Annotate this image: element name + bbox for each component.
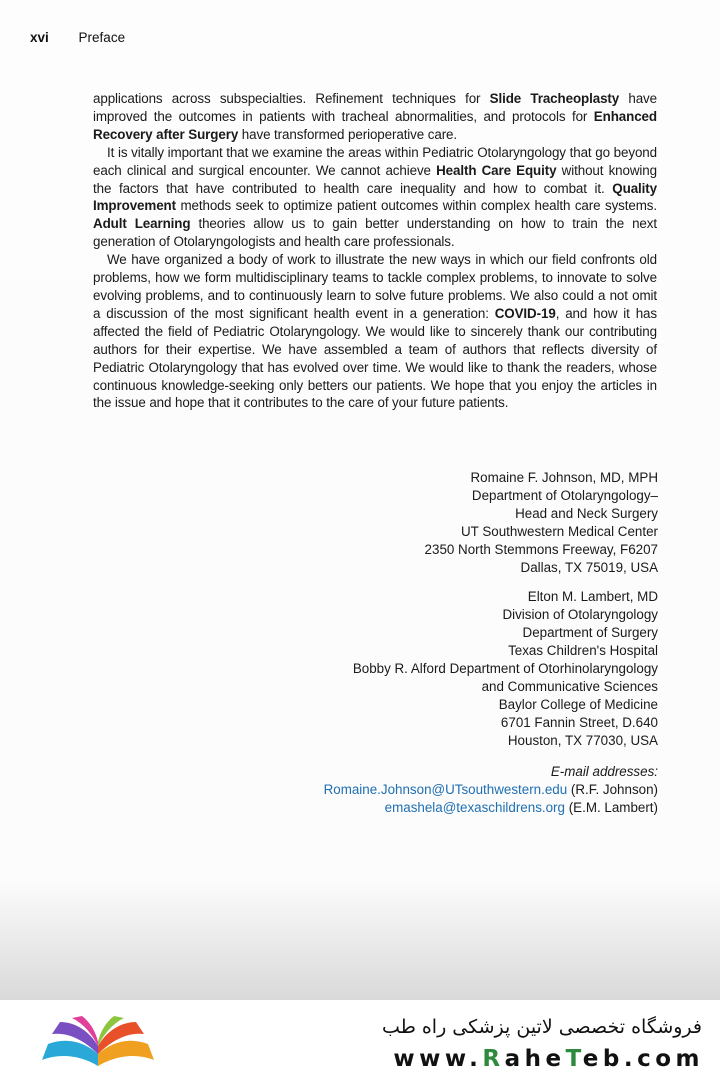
- text-run: methods seek to optimize patient outcomes within complex health care systems.: [175, 198, 657, 214]
- signature-line: Romaine F. Johnson, MD, MPH: [470, 470, 658, 485]
- bold-term: Enhanced Recovery after Surgery: [93, 108, 657, 142]
- text-run: have transformed perioperative care.: [238, 126, 458, 142]
- bold-term: Health Care Equity: [436, 162, 557, 178]
- body-paragraph: [93, 251, 657, 412]
- signature-line: Elton M. Lambert, MD: [527, 589, 658, 604]
- bold-term: Slide Tracheoplasty: [489, 91, 620, 106]
- email-entry: [324, 781, 658, 799]
- bold-term: COVID-19: [494, 305, 556, 321]
- url-letter: T: [565, 1046, 583, 1072]
- url-part: ahe: [504, 1046, 566, 1072]
- url-prefix: www.: [393, 1046, 483, 1072]
- signature-line: Houston, TX 77030, USA: [507, 733, 658, 748]
- signature-lambert: [353, 588, 658, 750]
- url-part: eb: [582, 1046, 624, 1072]
- signature-line: Department of Otolaryngology–: [471, 488, 658, 503]
- signature-line: 6701 Fannin Street, D.640: [500, 715, 658, 730]
- store-name: فروشگاه تخصصی لاتین پزشکی راه طب: [382, 1016, 702, 1038]
- text-run: theories allow us to gain better understanding on how to train the next generation of Otolaryngologists and health care professionals.: [93, 216, 657, 250]
- url-letter: R: [482, 1046, 505, 1072]
- signature-johnson: [425, 469, 658, 577]
- signature-line: Head and Neck Surgery: [515, 506, 658, 521]
- open-book-logo-icon: [38, 1014, 158, 1070]
- email-addresses: [324, 763, 658, 817]
- body-text: [93, 90, 657, 412]
- signature-line: Texas Children's Hospital: [508, 643, 658, 658]
- text-run: have improved the outcomes in patients with tracheal abnormalities, and protocols for: [93, 91, 657, 124]
- email-owner: (E.M. Lambert): [568, 800, 658, 815]
- store-url[interactable]: [393, 1046, 704, 1072]
- body-paragraph: [93, 144, 657, 251]
- text-run: We have organized a body of work to illustrate the new ways in which our field confronts old problems, how we form multidisciplinary teams to tackle complex problems, to innovate to solve evolving problems, and to continuously learn to solve future problems. We also could a not omit a discussion of the most significant health event in a generation:: [93, 252, 657, 321]
- signature-line: and Communicative Sciences: [481, 679, 658, 694]
- body-paragraph: [93, 90, 657, 144]
- signature-line: Department of Surgery: [522, 625, 658, 640]
- text-run: , and how it has affected the field of Pediatric Otolaryngology. We would like to sincerely thank our contributing authors for their expertise. We have assembled a team of authors that reflects diversity of Pediatric Otolaryngology that has evolved over time. We would like to thank the readers, whose continuous knowledge-seeking only betters our patients. We hope that you enjoy the articles in the issue and hope that it contributes to the care of your future patients.: [93, 305, 657, 411]
- email-owner: (R.F. Johnson): [570, 782, 658, 797]
- email-label: E-mail addresses:: [550, 764, 658, 779]
- page-number: xvi: [30, 30, 49, 45]
- bold-term: Quality Improvement: [93, 180, 657, 214]
- running-head: [30, 30, 125, 45]
- text-run: It is vitally important that we examine the areas within Pediatric Otolaryngology that go beyond each clinical and surgical encounter. We cannot achieve: [93, 144, 657, 178]
- signature-line: Dallas, TX 75019, USA: [520, 560, 658, 575]
- section-title: Preface: [78, 30, 126, 45]
- signature-line: Bobby R. Alford Department of Otorhinolaryngology: [352, 661, 658, 676]
- url-suffix: .com: [623, 1046, 704, 1072]
- signature-line: Division of Otolaryngology: [502, 607, 658, 622]
- bold-term: Adult Learning: [93, 216, 191, 232]
- text-run: applications across subspecialties. Refinement techniques for: [93, 91, 490, 106]
- email-link-lambert[interactable]: emashela@texaschildrens.org: [384, 800, 565, 815]
- signature-line: 2350 North Stemmons Freeway, F6207: [424, 542, 658, 557]
- text-run: without knowing the factors that have contributed to health care inequality and how to combat it.: [93, 162, 657, 196]
- signature-line: UT Southwestern Medical Center: [461, 524, 658, 539]
- signature-line: Baylor College of Medicine: [498, 697, 658, 712]
- email-link-johnson[interactable]: Romaine.Johnson@UTsouthwestern.edu: [323, 782, 568, 797]
- footer-banner: [0, 1000, 720, 1080]
- email-entry: [324, 799, 658, 817]
